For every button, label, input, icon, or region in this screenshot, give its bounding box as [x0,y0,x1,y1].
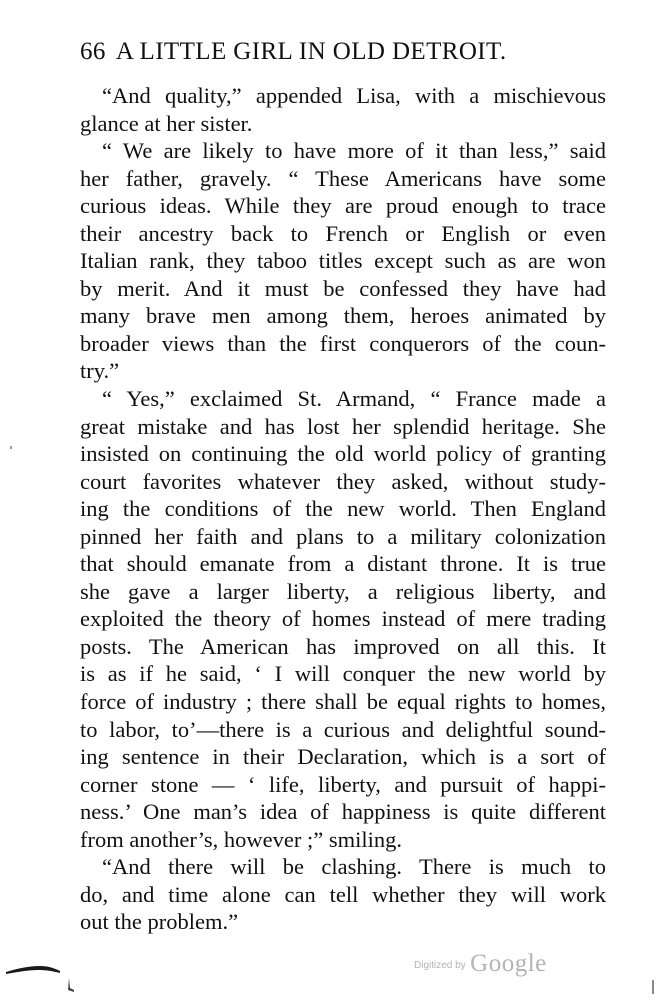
watermark-prefix: Digitized by [414,960,466,971]
text-line: insisted on continuing the old world policy of granting [80,441,606,467]
text-line: is as if he said, ‘ I will conquer the new world by [80,661,606,687]
text-line: exploited the theory of homes instead of mere trading [80,606,606,632]
text-line: that should emanate from a distant throne. It is true [80,551,606,577]
text-line: many brave men among them, heroes animated by [80,303,606,329]
digitized-by-google-watermark [414,950,547,978]
text-line: Italian rank, they taboo titles except such as are won [80,248,606,274]
text-line: by merit. And it must be confessed they have had [80,275,606,301]
text-line: posts. The American has improved on all this. It [80,633,606,659]
text-line: “ Yes,” exclaimed St. Armand, “ France made a [102,386,606,412]
text-line: corner stone — ‘ life, liberty, and pursuit of happi- [80,771,606,797]
text-line: ing sentence in their Declaration, which is a sort of [80,744,606,770]
text-line: their ancestry back to French or English or even [80,220,606,246]
text-line: force of industry ; there shall be equal rights to homes, [80,689,606,715]
text-line: broader views than the first conquerors of the coun- [80,330,606,356]
text-line: “And quality,” appended Lisa, with a mischievous [102,83,606,108]
text-line: she gave a larger liberty, a religious liberty, and [80,578,606,604]
text-line: from another’s, however ;” smiling. [80,826,403,852]
text-line: great mistake and has lost her splendid heritage. She [80,413,606,439]
text-line: “ We are likely to have more of it than less,” said [102,138,606,164]
text-line: her father, gravely. “ These Americans have some [80,165,606,191]
page-number: 66 [80,38,106,65]
text-line: “And there will be clashing. There is much to [102,854,606,880]
text-line: ness.’ One man’s idea of happiness is quite different [80,799,606,825]
scan-edge-mark [652,980,654,994]
google-logo: Google [470,950,547,977]
text-line: out the problem.” [80,909,239,935]
text-line: try.” [80,358,120,384]
scan-smudge-mark [6,963,60,975]
text-line: do, and time alone can tell whether they will work [80,881,606,907]
scan-speck [10,446,12,449]
text-line: pinned her faith and plans to a military colonization [80,523,606,549]
text-line: ing the conditions of the new world. Then England [80,496,606,522]
running-header [80,36,610,68]
scan-tick-mark [68,978,74,992]
body-text [80,82,606,936]
text-line: to labor, to’—there is a curious and delightful sound- [80,716,606,742]
text-line: court favorites whatever they asked, without study- [80,468,606,494]
text-line: curious ideas. While they are proud enough to trace [80,193,606,219]
running-title: A LITTLE GIRL IN OLD DETROIT. [115,38,507,65]
text-line: glance at her sister. [80,110,253,136]
